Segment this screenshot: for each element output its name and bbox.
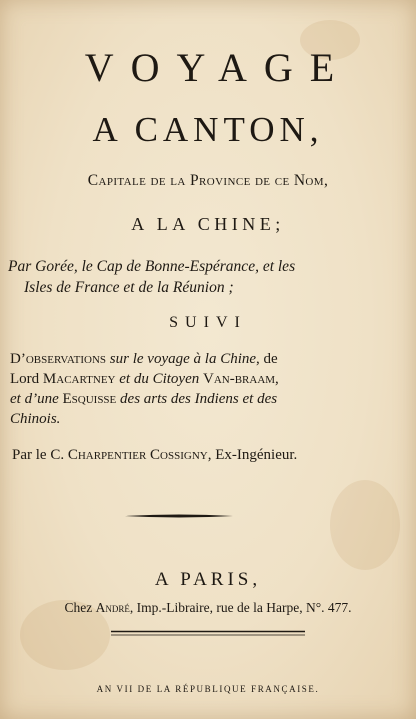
publisher-address: , Imp.-Libraire, rue de la Harpe, N°. 477. [129, 600, 352, 615]
van-braam-name: Van-braam, [202, 371, 279, 387]
macartney-name: Macartney [42, 371, 116, 387]
observations-line-2 [10, 369, 279, 389]
observations-text: des arts des Indiens et des [116, 391, 278, 407]
title-voyage: VOYAGE [84, 45, 352, 90]
itinerary-line-1: Par Gorée, le Cap de Bonne-Espérance, et les [8, 258, 296, 275]
author-suffix: , Ex-Ingénieur. [207, 447, 298, 463]
observations-text: et du Citoyen [115, 371, 203, 387]
publisher-name: André [95, 600, 130, 615]
imprint-publisher [0, 599, 416, 617]
observations-line-1 [10, 349, 278, 369]
esquisse-word: Esquisse [62, 391, 117, 407]
author-prefix: Par le C. [12, 447, 68, 463]
observations-text: et d’une [10, 391, 63, 407]
suivi-heading: SUIVI [169, 314, 247, 331]
author-line [12, 445, 297, 465]
double-rule [111, 630, 305, 637]
subtitle-a-la-chine: A LA CHINE; [131, 214, 285, 234]
title-a-canton: A CANTON, [92, 110, 324, 149]
observations-text: sur le voyage à la Chine [106, 351, 257, 367]
publisher-prefix: Chez [64, 600, 96, 615]
foxing-stain [330, 480, 400, 570]
itinerary-line-2: Isles de France et de la Réunion ; [24, 279, 234, 296]
observations-line-3 [10, 389, 277, 409]
imprint-city: A PARIS, [154, 569, 262, 590]
subtitle-capitale: Capitale de la Province de ce Nom, [87, 172, 329, 189]
republican-date: AN VII DE LA RÉPUBLIQUE FRANÇAISE. [96, 684, 320, 694]
observations-word: D’observations [10, 351, 107, 367]
ornamental-rule [125, 513, 233, 519]
observations-line-4: Chinois. [10, 411, 61, 427]
author-name: Charpentier Cossigny [67, 447, 208, 463]
observations-text: Lord [10, 371, 43, 387]
observations-text: , de [256, 351, 278, 367]
